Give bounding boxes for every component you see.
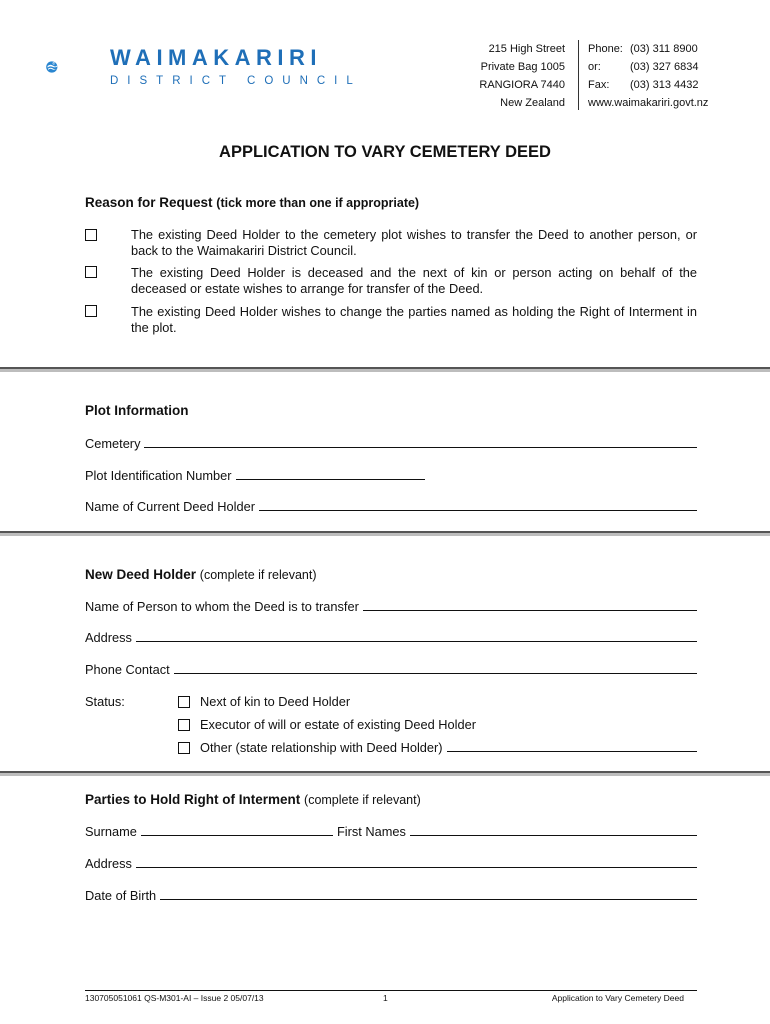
new-holder-address-field[interactable] [85, 630, 697, 645]
interment-note: (complete if relevant) [304, 793, 421, 807]
phone-number: (03) 311 8900 [630, 43, 698, 55]
reason-heading [85, 195, 419, 210]
address-line: Private Bag 1005 [480, 61, 565, 73]
plot-heading: Plot Information [85, 403, 189, 418]
status-option-executor[interactable] [178, 717, 697, 732]
footer-doc-ref: 130705051061 QS-M301-AI – Issue 2 05/07/13 [85, 993, 264, 1003]
fax-label: Fax: [588, 79, 610, 91]
header-divider [578, 40, 579, 110]
surname-label: Surname [85, 824, 137, 839]
new-holder-phone-input-line[interactable] [174, 672, 697, 674]
status-option-label: Executor of will or estate of existing Deed Holder [200, 717, 476, 732]
current-holder-label: Name of Current Deed Holder [85, 499, 255, 514]
current-holder-input-line[interactable] [259, 509, 697, 511]
reason-checkbox-change-parties[interactable] [85, 305, 97, 317]
new-holder-name-field[interactable] [85, 599, 697, 614]
footer-doc-title: Application to Vary Cemetery Deed [551, 993, 684, 1003]
new-holder-name-input-line[interactable] [363, 609, 697, 611]
form-title: APPLICATION TO VARY CEMETERY DEED [219, 143, 551, 161]
council-logo [46, 32, 106, 102]
dob-label: Date of Birth [85, 888, 157, 903]
cemetery-label: Cemetery [85, 436, 141, 451]
footer-page-number: 1 [383, 993, 388, 1003]
reason-note: (tick more than one if appropriate) [216, 196, 420, 210]
new-holder-heading-text: New Deed Holder [85, 567, 197, 582]
phone2-label: or: [588, 61, 601, 73]
new-holder-phone-label: Phone Contact [85, 662, 170, 677]
section-divider [0, 531, 770, 536]
new-holder-address-input-line[interactable] [136, 640, 697, 642]
address-line: RANGIORA 7440 [479, 79, 565, 91]
interment-address-field[interactable] [85, 856, 697, 871]
new-holder-heading [85, 567, 317, 582]
surname-first-names-field[interactable] [85, 824, 697, 839]
status-checkbox-other[interactable] [178, 742, 190, 754]
date-of-birth-field[interactable] [85, 888, 697, 903]
other-relationship-input-line[interactable] [447, 750, 697, 752]
fax-number: (03) 313 4432 [630, 79, 699, 91]
status-option-label: Other (state relationship with Deed Holder) [200, 740, 443, 755]
interment-address-label: Address [85, 856, 132, 871]
phone2-number: (03) 327 6834 [630, 61, 699, 73]
plot-id-input-line[interactable] [236, 478, 425, 480]
interment-address-input-line[interactable] [136, 866, 697, 868]
footer-rule [85, 990, 697, 991]
logo-title: WAIMAKARIRI [110, 45, 323, 70]
address-line: 215 High Street [488, 43, 565, 55]
interment-heading-text: Parties to Hold Right of Interment [85, 792, 301, 807]
section-divider [0, 367, 770, 372]
new-holder-address-label: Address [85, 630, 132, 645]
plot-id-field[interactable] [85, 468, 425, 483]
new-holder-name-label: Name of Person to whom the Deed is to transfer [85, 599, 359, 614]
status-checkbox-next-of-kin[interactable] [178, 696, 190, 708]
current-holder-field[interactable] [85, 499, 697, 514]
council-address [479, 40, 565, 112]
reason-option-change-parties: The existing Deed Holder wishes to change the parties named as holding the Right of Interment in the plot. [131, 304, 697, 335]
reason-checkbox-transfer[interactable] [85, 229, 97, 241]
section-divider [0, 771, 770, 776]
logo-subtitle: DISTRICT COUNCIL [110, 75, 362, 87]
council-contact [588, 40, 708, 112]
status-label: Status: [85, 694, 125, 709]
reason-option-deceased: The existing Deed Holder is deceased and the next of kin or person acting on behalf of the deceased or estate wishes to arrange for transfer of the Deed. [131, 265, 697, 296]
status-checkbox-executor[interactable] [178, 719, 190, 731]
new-holder-phone-field[interactable] [85, 662, 697, 677]
interment-heading [85, 792, 421, 807]
first-names-input-line[interactable] [410, 834, 697, 836]
plot-id-label: Plot Identification Number [85, 468, 232, 483]
status-option-label: Next of kin to Deed Holder [200, 694, 351, 709]
dob-input-line[interactable] [160, 898, 697, 900]
surname-input-line[interactable] [141, 834, 333, 836]
cemetery-field[interactable] [85, 436, 697, 451]
reason-heading-text: Reason for Request [85, 195, 213, 210]
status-option-next-of-kin[interactable] [178, 694, 697, 709]
cemetery-input-line[interactable] [144, 446, 697, 448]
phone-label: Phone: [588, 43, 623, 55]
new-holder-note: (complete if relevant) [199, 568, 317, 582]
status-option-other[interactable] [178, 740, 697, 755]
first-names-label: First Names [336, 824, 406, 839]
website: www.waimakariri.govt.nz [588, 97, 709, 109]
reason-option-transfer: The existing Deed Holder to the cemetery plot wishes to transfer the Deed to another person, or back to the Waimakariri District Council. [131, 227, 697, 258]
reason-checkbox-deceased[interactable] [85, 266, 97, 278]
address-line: New Zealand [500, 97, 565, 109]
